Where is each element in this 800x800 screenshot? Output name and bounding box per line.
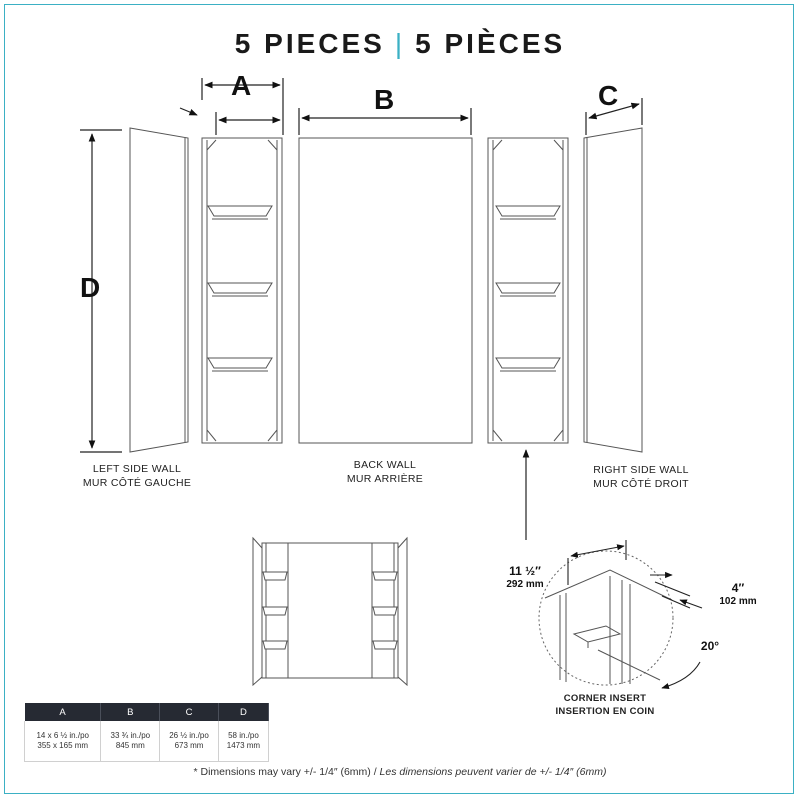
corner-insert-label-en: CORNER INSERT xyxy=(563,693,647,704)
table-cell xyxy=(101,721,160,762)
cell-imperial: 33 ¾ in./po xyxy=(110,731,151,740)
back-wall-label xyxy=(320,458,450,486)
back-wall-label-en: BACK WALL xyxy=(353,459,417,471)
table-header-cell: B xyxy=(101,703,160,721)
corner-depth-mm: 292 mm xyxy=(506,579,544,590)
dimension-c-label: C xyxy=(598,80,619,111)
corner-depth-measure xyxy=(495,565,555,591)
cell-metric: 845 mm xyxy=(115,741,145,750)
left-wall-label-en: LEFT SIDE WALL xyxy=(92,463,182,475)
cell-metric: 673 mm xyxy=(174,741,204,750)
title-fr: 5 PIÈCES xyxy=(415,28,566,59)
right-side-wall xyxy=(584,128,642,452)
table-header-cell: D xyxy=(218,703,268,721)
corner-insert-label-fr: INSERTION EN COIN xyxy=(555,706,655,717)
cell-imperial: 14 x 6 ½ in./po xyxy=(36,731,89,740)
assembled-shelf xyxy=(263,607,287,615)
corner-width-measure xyxy=(708,582,768,608)
table-header-cell: A xyxy=(25,703,101,721)
assembled-shelf xyxy=(373,641,397,649)
assembled-shelf xyxy=(263,641,287,649)
dimension-d-label: D xyxy=(80,272,101,303)
right-side-wall-label xyxy=(574,463,708,491)
corner-angle-measure xyxy=(690,640,730,653)
table-row xyxy=(25,721,269,762)
table-cell xyxy=(160,721,219,762)
dimensions-table xyxy=(24,703,269,762)
corner-angle-value: 20° xyxy=(700,639,720,653)
title-en: 5 PIECES xyxy=(234,28,385,59)
table-header-cell: C xyxy=(160,703,219,721)
corner-depth-inches: 11 ½″ xyxy=(509,564,541,578)
table-cell xyxy=(218,721,268,762)
right-wall-label-fr: MUR CÔTÉ DROIT xyxy=(593,478,689,490)
left-corner-panel xyxy=(202,138,282,443)
back-wall-label-fr: MUR ARRIÈRE xyxy=(346,473,424,485)
cell-imperial: 26 ½ in./po xyxy=(169,731,209,740)
table-header-row xyxy=(25,703,269,721)
table-cell xyxy=(25,721,101,762)
assembled-shelf xyxy=(373,572,397,580)
corner-width-mm: 102 mm xyxy=(719,596,757,607)
assembled-shelf xyxy=(263,572,287,580)
back-wall xyxy=(299,138,472,443)
right-wall-label-en: RIGHT SIDE WALL xyxy=(593,464,689,476)
left-side-wall xyxy=(130,128,188,452)
corner-insert-label xyxy=(540,692,670,718)
dimension-a-label: A xyxy=(231,70,252,101)
cell-imperial: 58 in./po xyxy=(228,731,259,740)
cell-metric: 1473 mm xyxy=(226,741,261,750)
corner-insert-detail xyxy=(539,540,702,688)
left-side-wall-label xyxy=(70,462,204,490)
left-wall-label-fr: MUR CÔTÉ GAUCHE xyxy=(82,477,192,489)
footnote-fr: Les dimensions peuvent varier de +/- 1/4″ (6mm) xyxy=(379,766,607,778)
corner-width-inches: 4″ xyxy=(731,581,745,595)
footnote-en: * Dimensions may vary +/- 1/4″ (6mm) / xyxy=(193,766,377,778)
right-corner-panel xyxy=(488,138,568,443)
assembled-shelf xyxy=(373,607,397,615)
cell-metric: 355 x 165 mm xyxy=(37,741,89,750)
dimension-b-label: B xyxy=(374,84,395,115)
footnote xyxy=(0,766,800,778)
title-separator: | xyxy=(394,28,406,59)
assembled-view xyxy=(253,538,407,685)
